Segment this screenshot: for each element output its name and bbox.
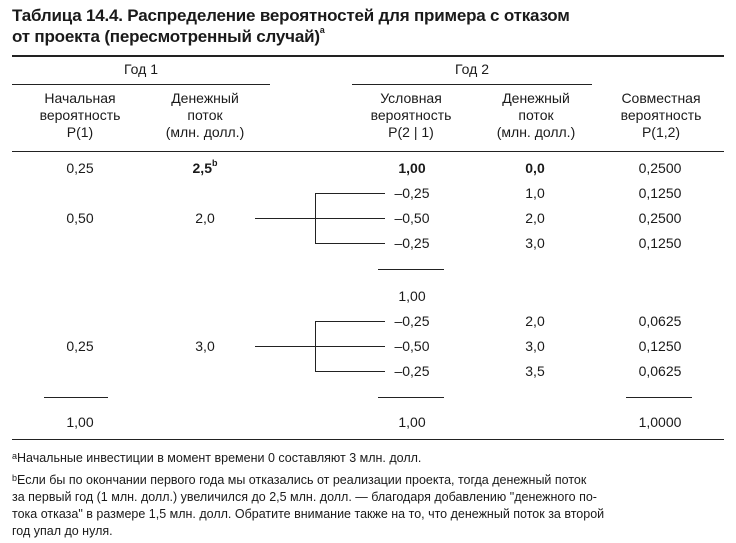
col-header-initial-probability <box>18 90 142 141</box>
year2-underline <box>352 84 592 85</box>
cell-p1: 0,50 <box>66 210 94 226</box>
cell-cf2: 3,0 <box>525 338 545 354</box>
total-rule <box>378 397 444 398</box>
total-p12: 1,0000 <box>638 414 682 430</box>
cell-cf2: 0,0 <box>525 160 545 176</box>
cell-p21: –0,50 <box>394 338 430 354</box>
col-header-line: поток <box>518 107 554 123</box>
bracket-stem <box>255 346 315 347</box>
cell-p12: 0,1250 <box>638 235 682 251</box>
cell-p1: 0,25 <box>66 160 94 176</box>
cell-p12: 0,0625 <box>638 313 682 329</box>
cell-p21: –0,50 <box>394 210 430 226</box>
cell-p12: 0,2500 <box>638 160 682 176</box>
footnote-b-line <box>12 472 586 489</box>
total-rule <box>44 397 108 398</box>
col-header-line: P(2 | 1) <box>388 124 434 140</box>
col-header-conditional-probability <box>350 90 472 141</box>
cf1-footnote-mark: b <box>211 158 218 168</box>
col-header-line: (млн. долл.) <box>165 124 245 140</box>
col-header-cash-flow-2 <box>474 90 598 141</box>
cell-p12: 0,1250 <box>638 185 682 201</box>
subtotal-rule <box>378 269 444 270</box>
cell-cf1: 3,0 <box>195 338 215 354</box>
cell-p21: –0,25 <box>394 313 430 329</box>
col-header-line: поток <box>187 107 223 123</box>
col-header-line: вероятность <box>620 107 702 123</box>
col-header-line: вероятность <box>370 107 452 123</box>
col-header-line: P(1,2) <box>641 124 681 140</box>
year1-underline <box>12 84 270 85</box>
cell-p21: –0,25 <box>394 185 430 201</box>
title-text: от проекта (пересмотренный случай) <box>12 27 320 46</box>
header-rule <box>12 151 724 152</box>
cell-p12: 0,0625 <box>638 363 682 379</box>
bracket-arm <box>315 371 385 372</box>
total-p21: 1,00 <box>398 414 426 430</box>
total-rule <box>626 397 692 398</box>
cell-p12: 0,1250 <box>638 338 682 354</box>
title-footnote-mark: a <box>319 25 325 35</box>
bracket-arm <box>315 193 385 194</box>
col-header-line: P(1) <box>66 124 94 140</box>
cell-p21: –0,25 <box>394 363 430 379</box>
bracket-arm <box>315 218 385 219</box>
col-header-line: Начальная <box>44 90 116 106</box>
footnote-b-line: тока отказа" в размере 1,5 млн. долл. Обратите внимание также на то, что денежный поток за второй <box>12 507 605 521</box>
bracket-arm <box>315 243 385 244</box>
footnote-a-text: Начальные инвестиции в момент времени 0 составляют 3 млн. долл. <box>17 451 422 465</box>
cell-cf2: 3,0 <box>525 235 545 251</box>
col-header-line: вероятность <box>39 107 121 123</box>
col-header-line: (млн. долл.) <box>496 124 576 140</box>
footnote-mark: a <box>12 451 18 461</box>
cell-cf2: 1,0 <box>525 185 545 201</box>
bracket-arm <box>315 321 385 322</box>
col-header-joint-probability <box>598 90 724 141</box>
col-header-line: Денежный <box>502 90 570 106</box>
col-header-cash-flow-1 <box>140 90 270 141</box>
bracket-arm <box>315 346 385 347</box>
cell-cf2: 2,0 <box>525 313 545 329</box>
cell-cf2: 3,5 <box>525 363 545 379</box>
cell-cf1 <box>155 160 255 176</box>
bracket-stem <box>255 218 315 219</box>
footnote-mark: b <box>12 473 18 483</box>
col-header-line: Условная <box>380 90 442 106</box>
cell-cf2: 2,0 <box>525 210 545 226</box>
col-header-line: Денежный <box>171 90 239 106</box>
total-p1: 1,00 <box>66 414 94 430</box>
bottom-rule <box>12 439 724 440</box>
cell-cf1-value: 2,5 <box>192 160 212 176</box>
year2-header: Год 2 <box>455 61 489 77</box>
footnote-b-text: Если бы по окончании первого года мы отказались от реализации проекта, тогда денежный поток <box>17 473 587 487</box>
cell-p21: 1,00 <box>398 288 426 304</box>
col-header-line: Совместная <box>621 90 701 106</box>
cell-p1: 0,25 <box>66 338 94 354</box>
table-title-line2 <box>12 27 325 47</box>
footnote-b-line: за первый год (1 млн. долл.) увеличился до 2,5 млн. долл. — благодаря добавлению "денежного по- <box>12 490 597 504</box>
cell-cf1: 2,0 <box>195 210 215 226</box>
cell-p21: 1,00 <box>398 160 426 176</box>
footnote-b-line: год упал до нуля. <box>12 524 113 538</box>
footnote-a <box>12 450 421 467</box>
cell-p21: –0,25 <box>394 235 430 251</box>
top-rule <box>12 55 724 57</box>
year1-header: Год 1 <box>124 61 158 77</box>
cell-p12: 0,2500 <box>638 210 682 226</box>
table-title-line1: Таблица 14.4. Распределение вероятностей для примера с отказом <box>12 6 570 25</box>
